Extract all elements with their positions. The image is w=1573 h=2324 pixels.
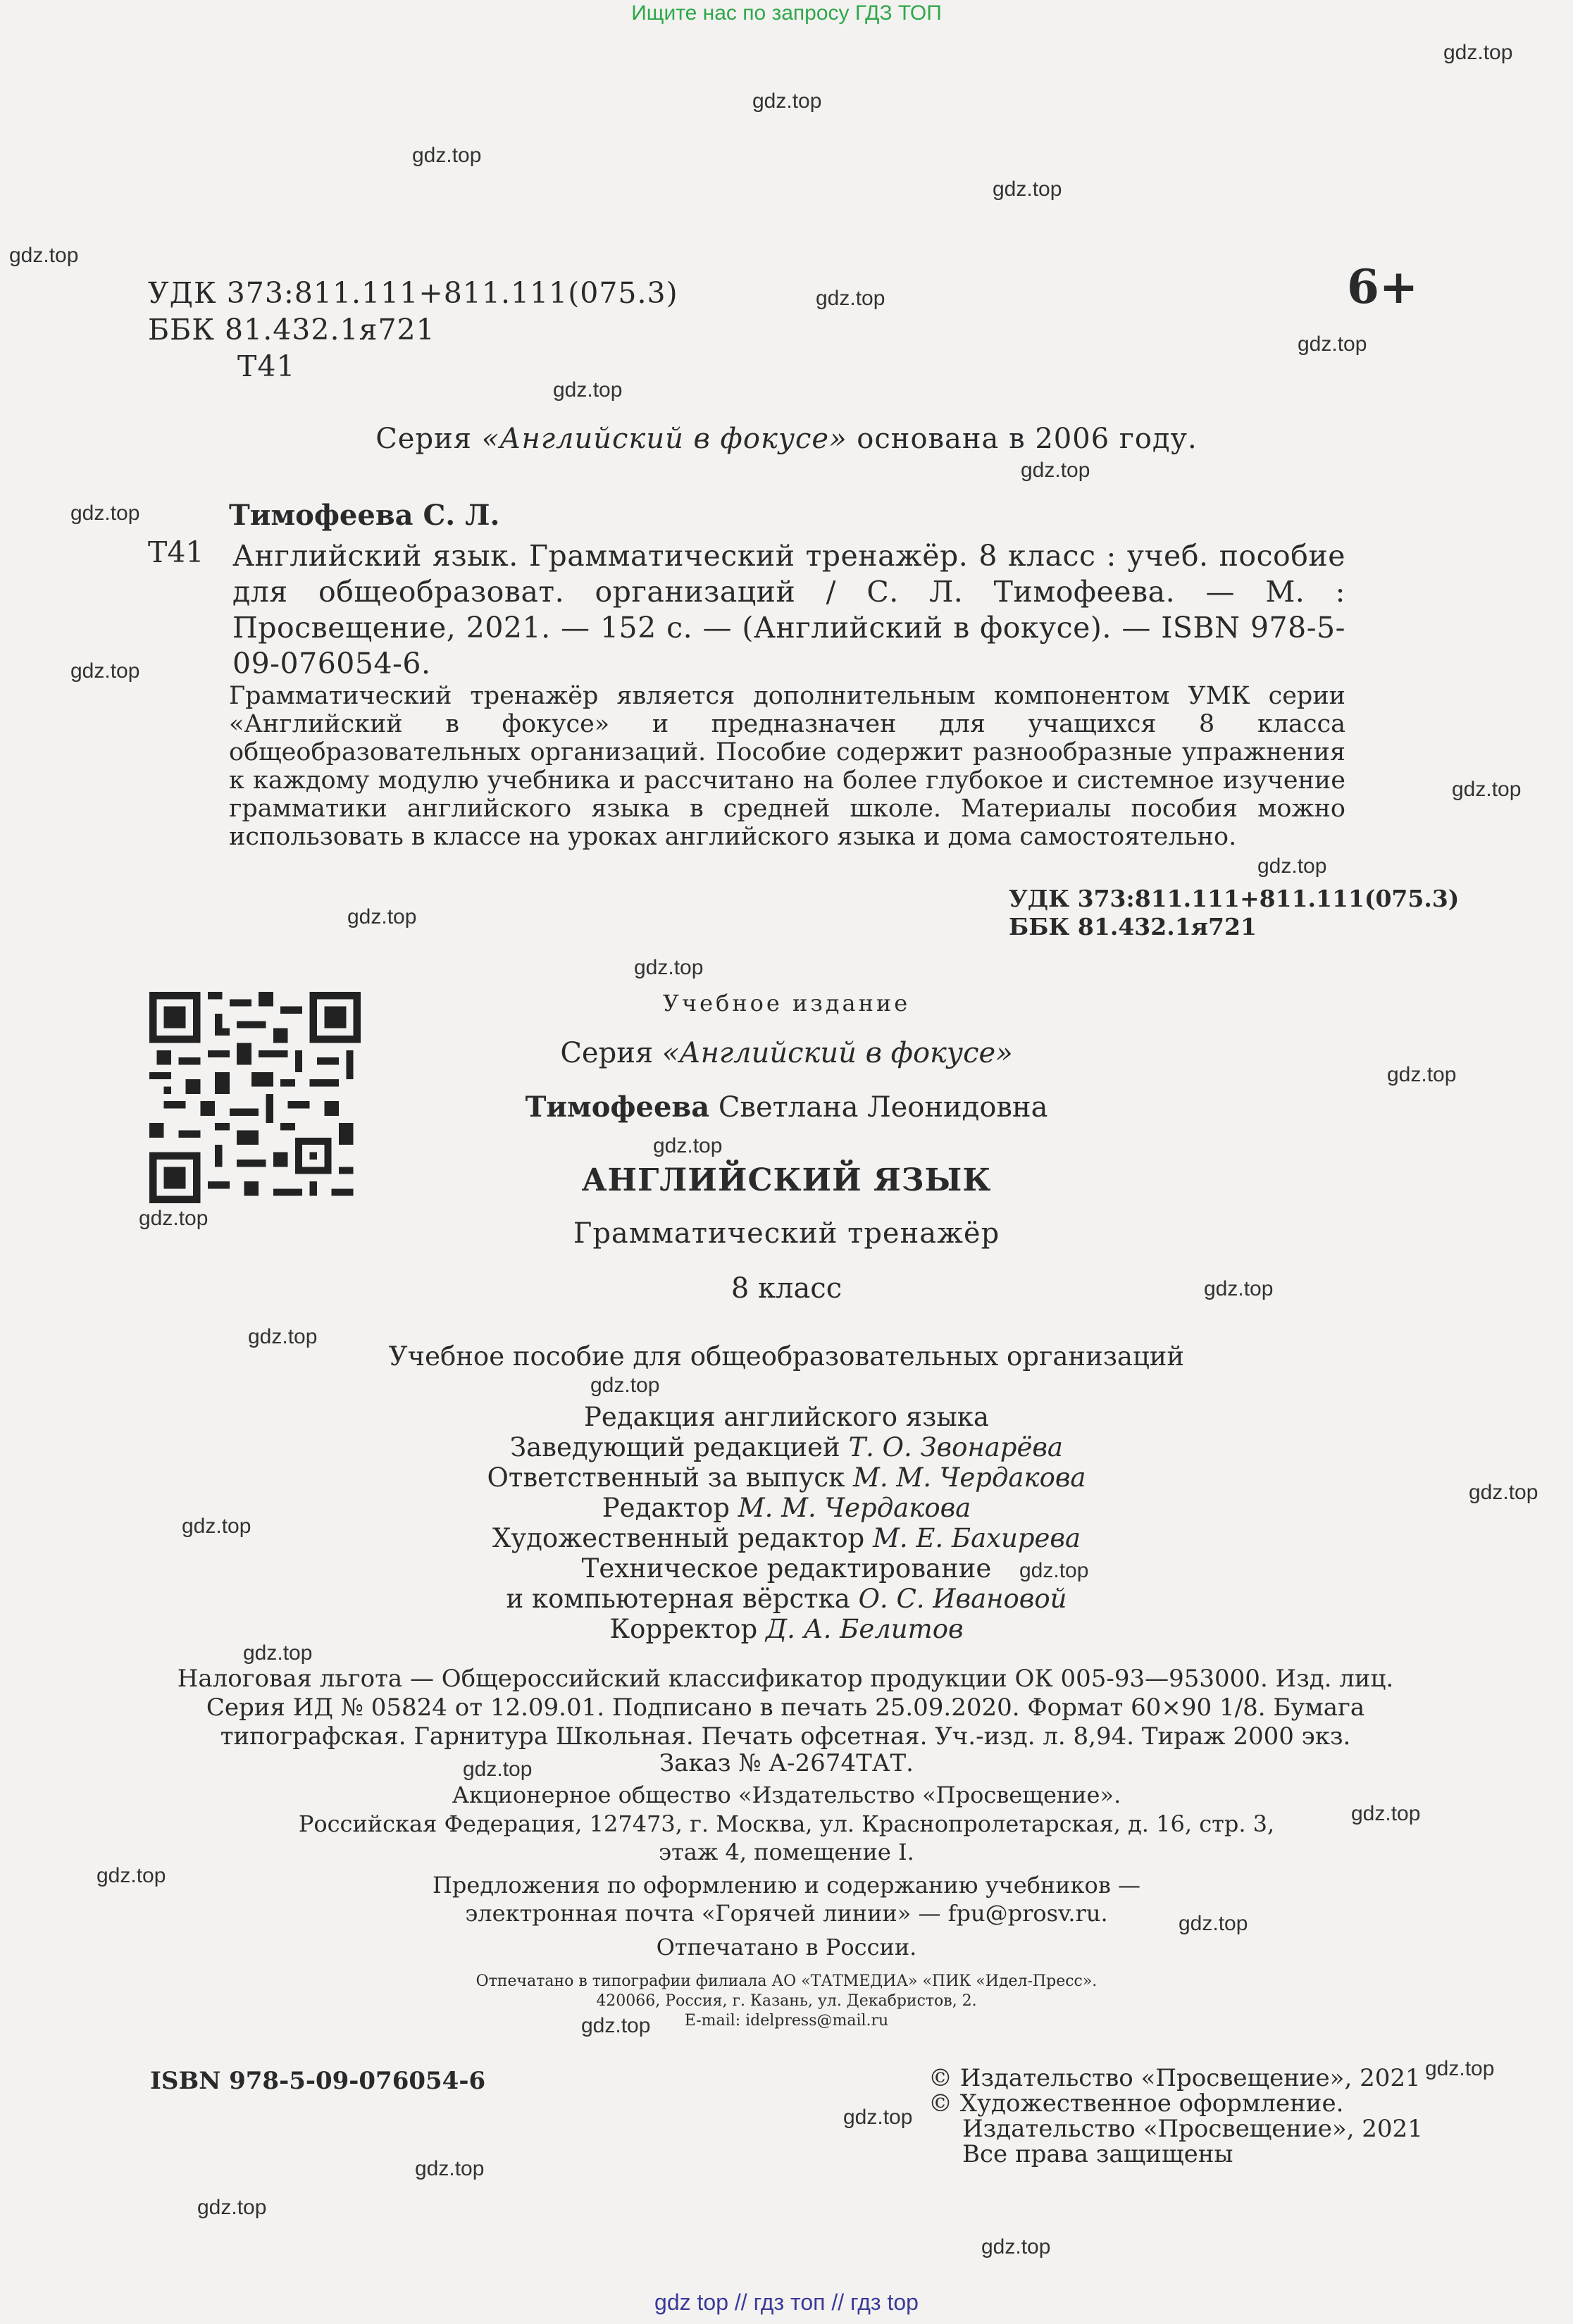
series-note: Серия «Английский в фокусе» основана в 2006 году. [375,423,1198,455]
watermark: gdz.top [139,1207,209,1230]
copyright-block [928,2065,1423,2167]
staff-line: и компьютерная вёрстка О. С. Ивановой [506,1584,1067,1614]
watermark: gdz.top [581,2014,651,2037]
bibliography-author: Тимофеева С. Л. [229,499,500,532]
watermark: gdz.top [70,659,140,683]
bibliography-tag: Т41 [148,535,204,569]
edition-type: Учебное издание [662,990,911,1017]
watermark: gdz.top [1204,1277,1274,1300]
watermark: gdz.top [590,1374,660,1397]
footer-bbk: ББК 81.432.1я721 [1009,913,1257,940]
publisher-address: этаж 4, помещение I. [659,1839,914,1865]
footer-udk: УДК 373:811.111+811.111(075.3) [1009,885,1460,912]
header-udk: УДК 373:811.111+811.111(075.3) [148,276,678,310]
watermark: gdz.top [553,378,623,402]
proposals-email[interactable]: электронная почта «Горячей линии» — fpu@prosv.ru. [465,1900,1108,1927]
bottom-banner[interactable]: gdz top // гдз топ // гдз top [654,2289,919,2315]
staff-line: Техническое редактирование [581,1553,992,1584]
watermark: gdz.top [993,178,1062,201]
watermark: gdz.top [9,244,79,267]
watermark: gdz.top [248,1325,318,1348]
edition-subtitle: Грамматический тренажёр [573,1217,1000,1250]
copyright-line: Все права защищены [962,2140,1233,2168]
watermark: gdz.top [1469,1481,1538,1504]
staff-line: Корректор Д. А. Белитов [609,1614,964,1644]
watermark: gdz.top [415,2157,485,2180]
watermark: gdz.top [347,905,417,928]
watermark: gdz.top [1387,1063,1457,1086]
age-rating: 6+ [1347,259,1419,314]
header-bbk: ББК 81.432.1я721 [148,313,435,347]
watermark: gdz.top [1443,41,1513,64]
top-banner[interactable]: Ищите нас по запросу ГДЗ ТОП [631,1,942,25]
staff-line: Редактор М. М. Чердакова [602,1493,971,1523]
watermark: gdz.top [843,2106,913,2129]
edition-author: Тимофеева Светлана Леонидовна [525,1090,1048,1124]
isbn: ISBN 978-5-09-076054-6 [150,2067,486,2095]
publisher-name: Акционерное общество «Издательство «Просвещение». [452,1782,1121,1808]
watermark: gdz.top [1298,333,1367,356]
watermark: gdz.top [412,144,482,167]
staff-line: Художественный редактор М. Е. Бахирева [492,1523,1081,1553]
watermark: gdz.top [816,287,885,310]
watermark: gdz.top [1257,855,1327,878]
watermark: gdz.top [463,1758,533,1781]
legal-info: Налоговая льгота — Общероссийский классификатор продукции ОК 005-93—953000. Изд. лиц. Серия ИД № 05824 от 12.09.01. Подписано в печать 25.09.2020. Формат 60×90 1/8. Бумага типографская. Гарнитура Школьная. Печать офсетная. Уч.-изд. л. 8,94. Тираж 2000 экз. [177,1665,1394,1751]
staff-line: Ответственный за выпуск М. М. Чердакова [487,1462,1086,1493]
printed-in: Отпечатано в России. [656,1934,917,1961]
printer-address: 420066, Россия, г. Казань, ул. Декабристов, 2. [596,1992,977,2010]
edition-series: Серия «Английский в фокусе» [560,1037,1013,1069]
copyright-line: © Издательство «Просвещение», 2021 [928,2064,1421,2092]
header-code: Т41 [237,349,296,383]
watermark: gdz.top [1452,778,1522,801]
watermark: gdz.top [197,2196,267,2219]
edition-title: АНГЛИЙСКИЙ ЯЗЫК [581,1162,992,1198]
edition-purpose: Учебное пособие для общеобразовательных организаций [388,1341,1185,1372]
watermark: gdz.top [97,1864,166,1887]
watermark: gdz.top [634,956,704,979]
watermark: gdz.top [182,1515,251,1538]
staff-line: Заведующий редакцией Т. О. Звонарёва [510,1432,1063,1462]
watermark: gdz.top [1019,1559,1089,1582]
proposals-line: Предложения по оформлению и содержанию учебников — [433,1872,1140,1899]
publisher-address: Российская Федерация, 127473, г. Москва, ул. Краснопролетарская, д. 16, стр. 3, [298,1810,1275,1837]
watermark: gdz.top [243,1641,313,1665]
watermark: gdz.top [70,502,140,525]
printer-line: Отпечатано в типографии филиала АО «ТАТМЕДИА» «ПИК «Идел-Пресс». [475,1972,1098,1990]
copyright-line: © Художественное оформление. [928,2089,1344,2118]
watermark: gdz.top [1351,1802,1421,1825]
watermark: gdz.top [1425,2057,1495,2080]
staff-line: Редакция английского языка [584,1402,989,1432]
watermark: gdz.top [752,89,822,113]
order-number: Заказ № А-2674ТАТ. [659,1749,914,1777]
watermark: gdz.top [1021,459,1090,482]
annotation: Грамматический тренажёр является дополнительным компонентом УМК серии «Английский в фокусе» и предназначен для учащихся 8 класса общеобразовательных организаций. Пособие содержит разнообразные упражнения к каждому модулю учебника и рассчитано на более глубокое и системное изучение грамматики английского языка в средней школе. Материалы пособия можно использовать в классе на уроках английского языка и дома самостоятельно. [229,682,1345,851]
watermark: gdz.top [1179,1912,1248,1935]
edition-grade: 8 класс [730,1272,843,1305]
bibliography-text: Английский язык. Грамматический тренажёр. 8 класс : учеб. пособие для общеобразоват. организаций / С. Л. Тимофеева. — М. : Просвещение, 2021. — 152 с. — (Английский в фокусе). — ISBN 978-5-09-076054-6. [232,539,1345,681]
copyright-line: Издательство «Просвещение», 2021 [962,2115,1423,2143]
watermark: gdz.top [981,2235,1051,2258]
printer-email[interactable]: E-mail: idelpress@mail.ru [684,2012,889,2030]
watermark: gdz.top [653,1134,723,1157]
